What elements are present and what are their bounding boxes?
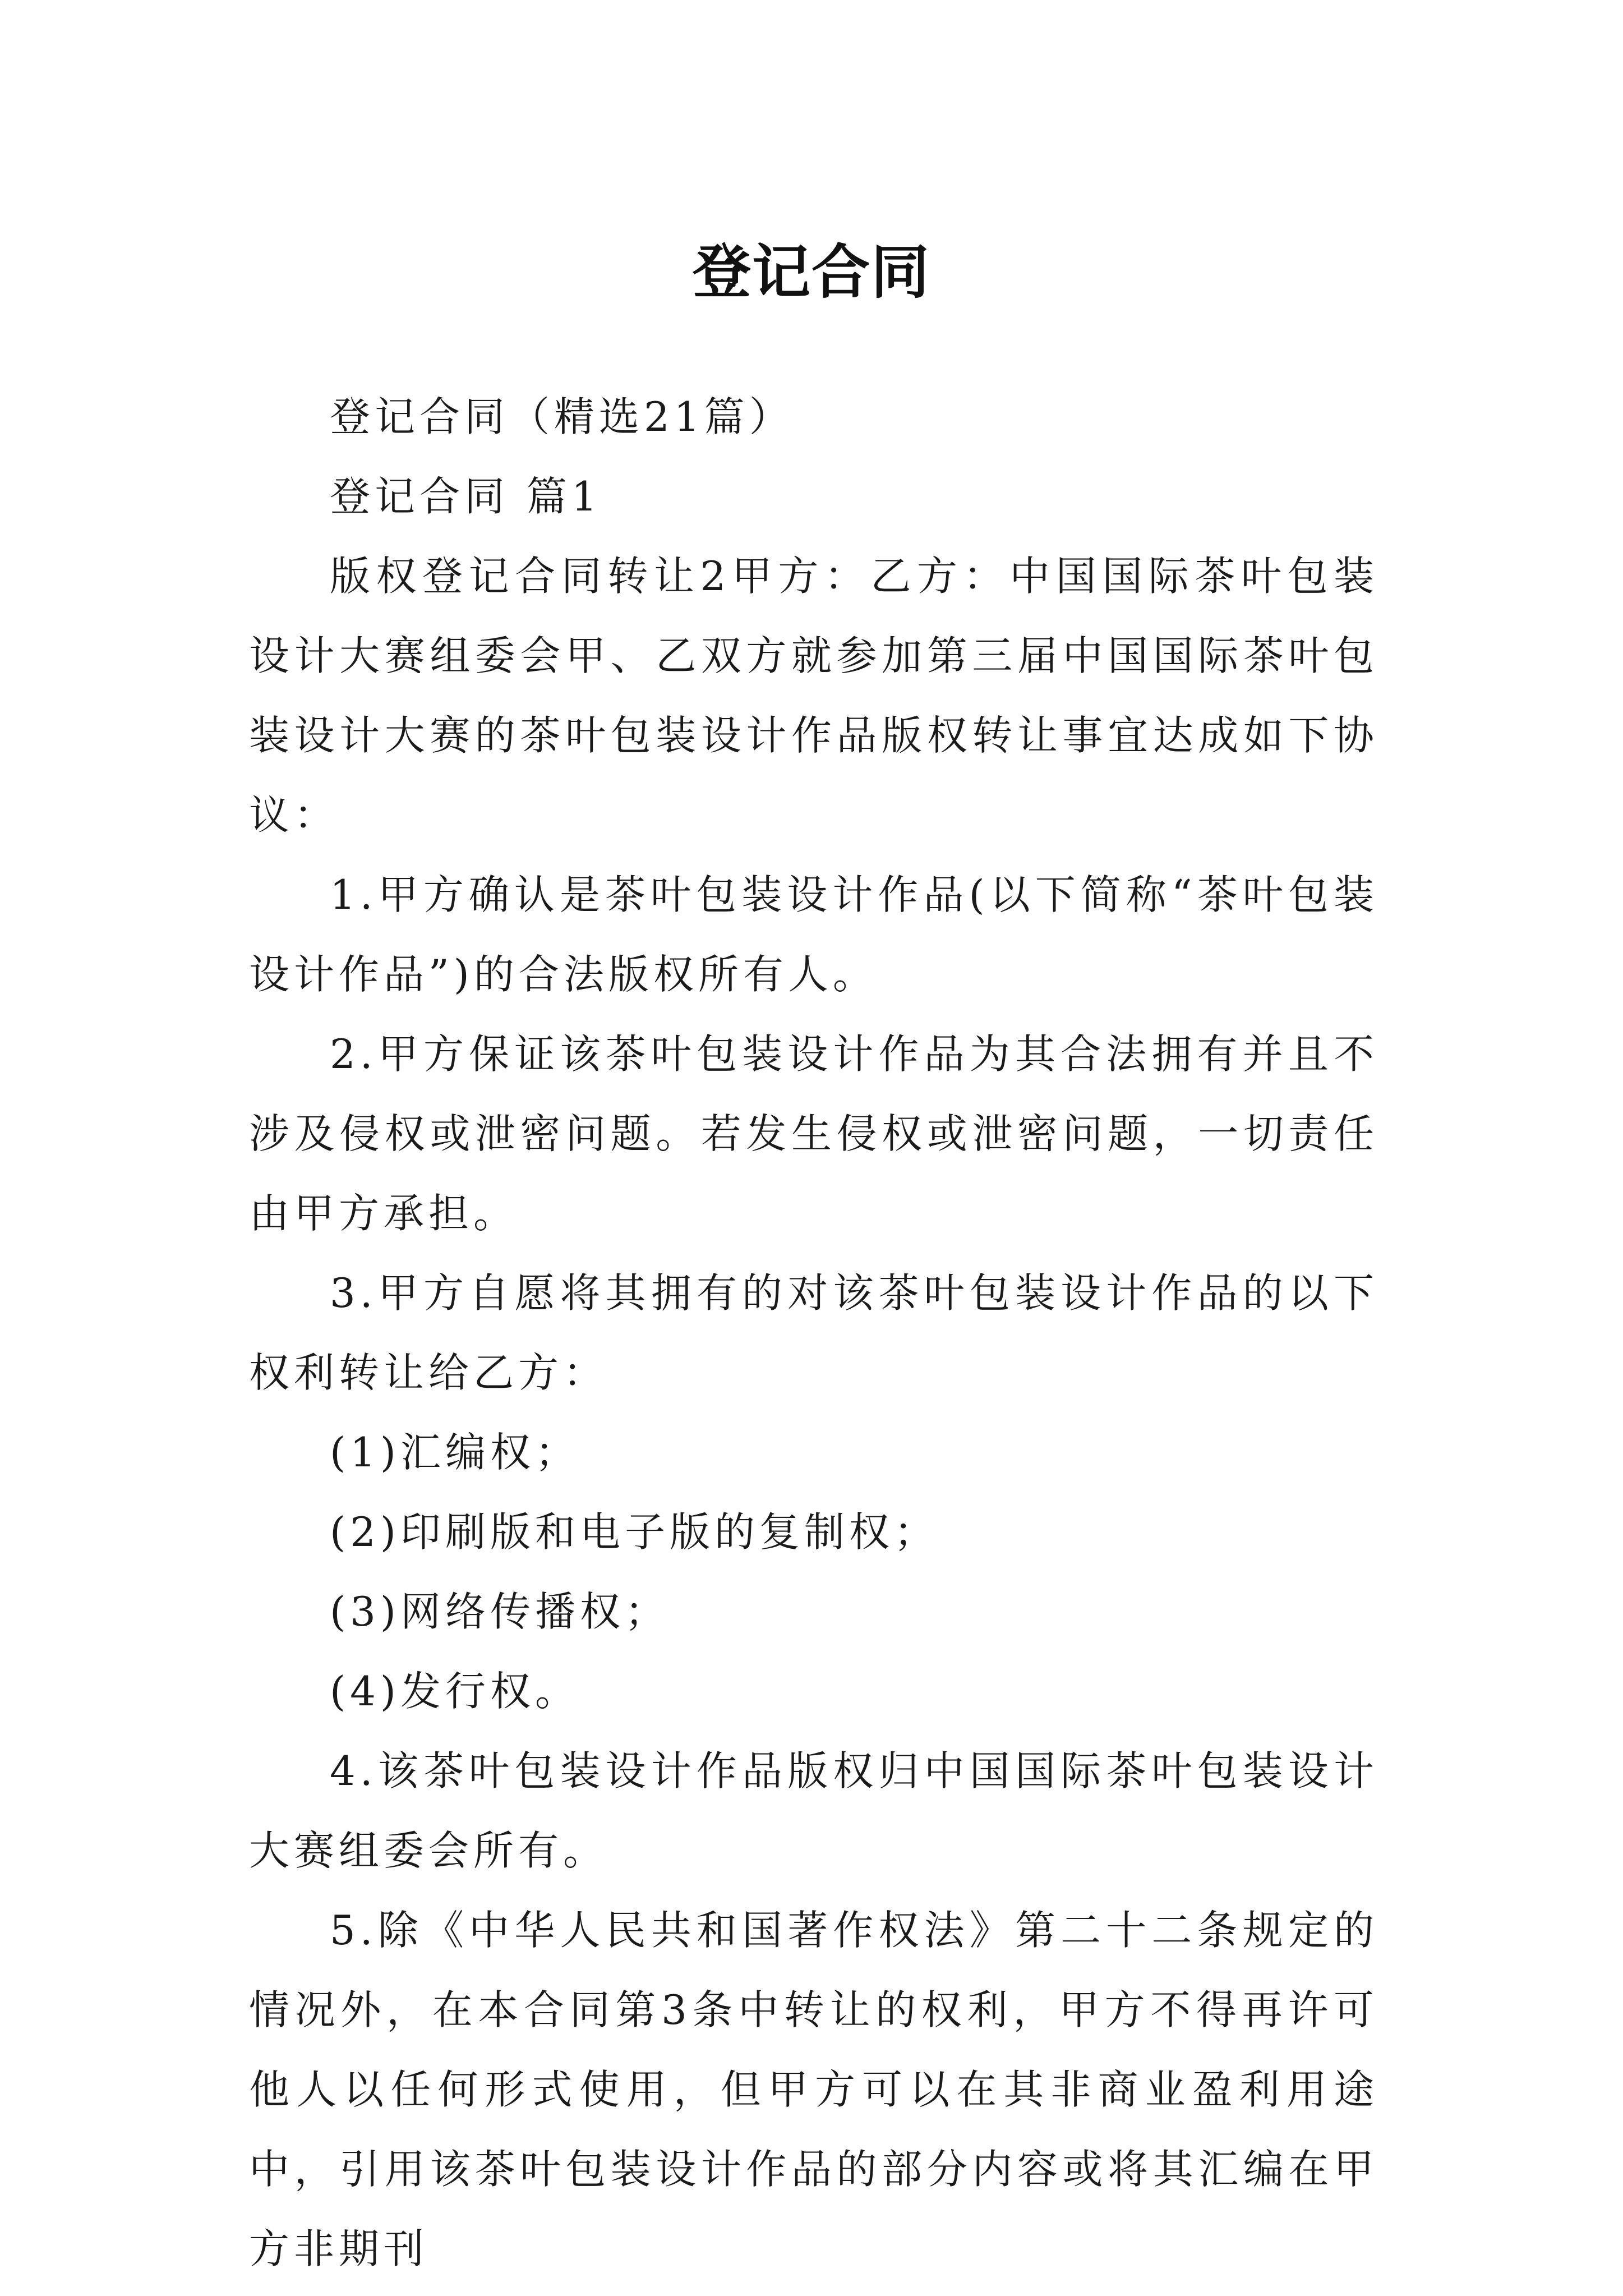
document-body bbox=[249, 377, 1378, 2289]
paragraph-right-2: (2)印刷版和电子版的复制权； bbox=[330, 1508, 939, 1556]
paragraph-intro: 版权登记合同转让2甲方：乙方：中国国际茶叶包装设计大赛组委会甲、乙双方就参加第三届中国国际茶叶包装设计大赛的茶叶包装设计作品版权转让事宜达成如下协议： bbox=[249, 553, 1378, 839]
paragraph-clause-1: 1.甲方确认是茶叶包装设计作品(以下简称“茶叶包装设计作品”)的合法版权所有人。 bbox=[249, 871, 1378, 998]
paragraph-right-4: (4)发行权。 bbox=[330, 1668, 580, 1715]
paragraph-collection-heading: 登记合同（精选21篇） bbox=[330, 393, 794, 440]
paragraph-clause-2: 2.甲方保证该茶叶包装设计作品为其合法拥有并且不涉及侵权或泄密问题。若发生侵权或泄密问题，一切责任由甲方承担。 bbox=[249, 1030, 1378, 1237]
paragraph-clause-5: 5.除《中华人民共和国著作权法》第二十二条规定的情况外，在本合同第3条中转让的权利，甲方不得再许可他人以任何形式使用，但甲方可以在其非商业盈利用途中，引用该茶叶包装设计作品的部分内容或将其汇编在甲方非期刊 bbox=[249, 1907, 1378, 2272]
paragraph-clause-4: 4.该茶叶包装设计作品版权归中国国际茶叶包装设计大赛组委会所有。 bbox=[249, 1747, 1378, 1874]
document-title: 登记合同 bbox=[692, 237, 930, 306]
paragraph-right-3: (3)网络传播权； bbox=[330, 1588, 670, 1635]
paragraph-section-heading: 登记合同 篇1 bbox=[330, 473, 602, 520]
paragraph-right-1: (1)汇编权； bbox=[330, 1429, 580, 1476]
paragraph-clause-3: 3.甲方自愿将其拥有的对该茶叶包装设计作品的以下权利转让给乙方： bbox=[249, 1269, 1378, 1396]
